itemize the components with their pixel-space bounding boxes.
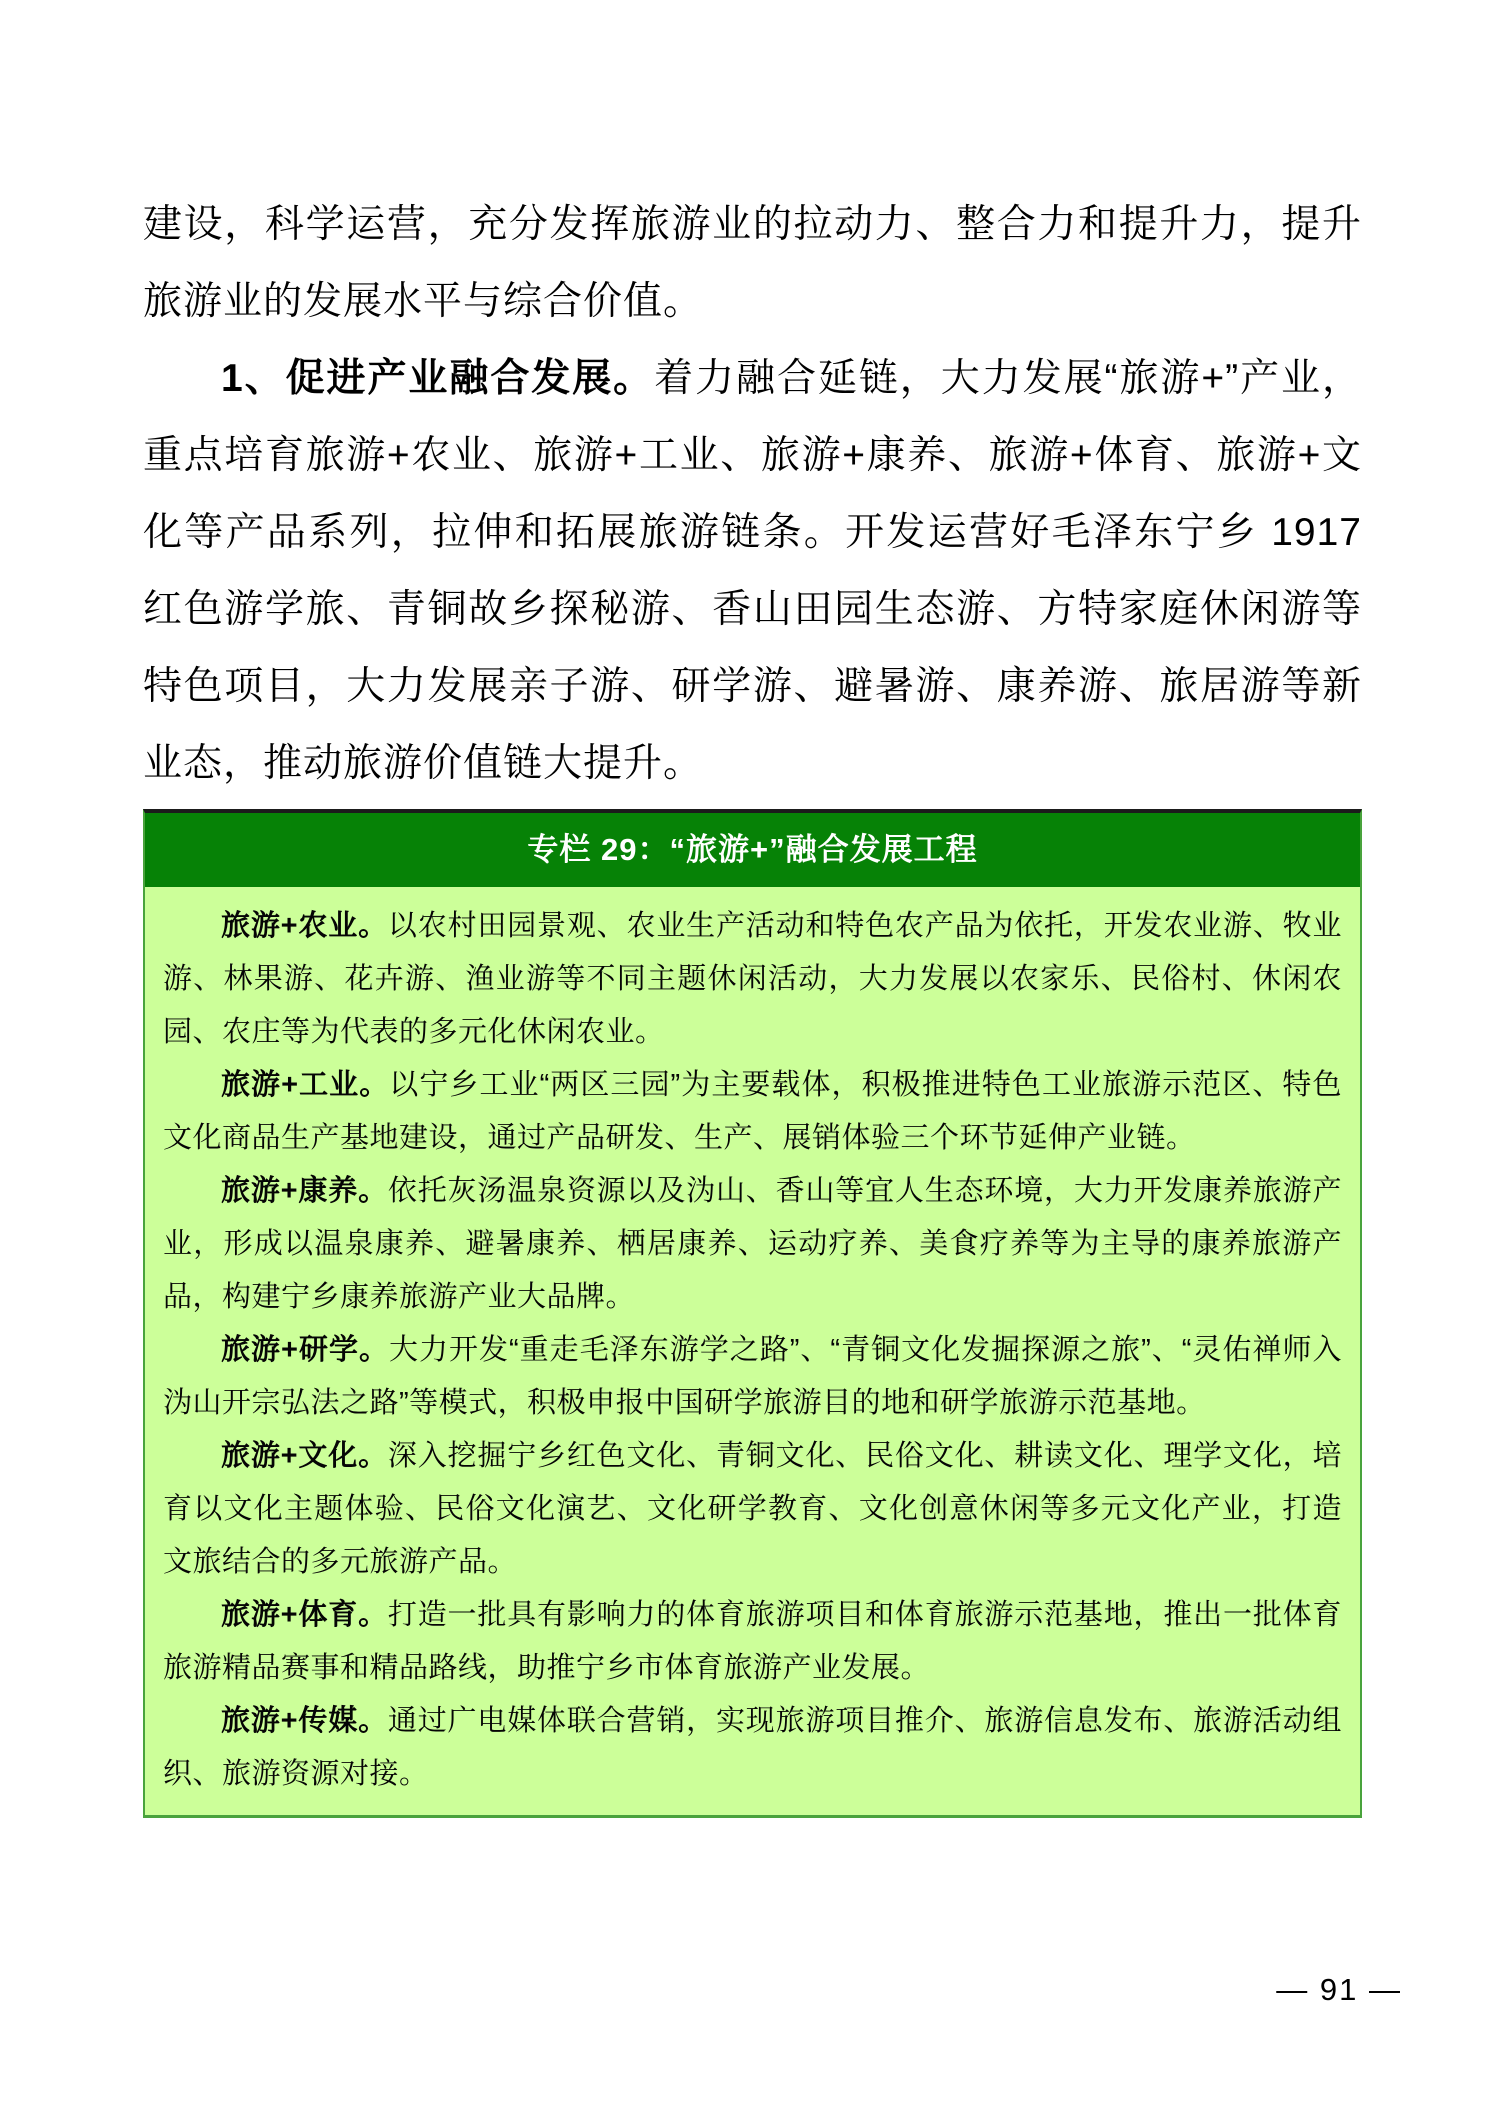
box-section-industry-text: 以宁乡工业“两区三园”为主要载体，积极推进特色工业旅游示范区、特色文化商品生产基地建设，通过产品研发、生产、展销体验三个环节延伸产业链。: [163, 1069, 1342, 1154]
paragraph-industry-fusion-lead: 1、促进产业融合发展。: [221, 357, 655, 400]
paragraph-industry-fusion: [143, 340, 1362, 802]
box-section-media-lead: 旅游+传媒。: [221, 1705, 388, 1737]
box-section-agriculture-lead: 旅游+农业。: [221, 910, 388, 942]
box-section-wellness-lead: 旅游+康养。: [221, 1175, 388, 1207]
box-section-sports-text: 打造一批具有影响力的体育旅游项目和体育旅游示范基地，推出一批体育旅游精品赛事和精品路线，助推宁乡市体育旅游产业发展。: [163, 1599, 1342, 1684]
box-section-sports-lead: 旅游+体育。: [221, 1599, 388, 1631]
box-section-study-lead: 旅游+研学。: [221, 1334, 389, 1366]
box-section-media-text: 通过广电媒体联合营销，实现旅游项目推介、旅游信息发布、旅游活动组织、旅游资源对接。: [163, 1705, 1342, 1790]
box-section-wellness-text: 依托灰汤温泉资源以及沩山、香山等宜人生态环境，大力开发康养旅游产业，形成以温泉康养、避暑康养、栖居康养、运动疗养、美食疗养等为主导的康养旅游产品，构建宁乡康养旅游产业大品牌。: [163, 1175, 1342, 1313]
box-section-study: [163, 1324, 1342, 1430]
box-section-culture: [163, 1430, 1342, 1589]
box-section-culture-lead: 旅游+文化。: [221, 1440, 388, 1472]
column-29-box: [143, 809, 1362, 1818]
column-29-box-body: [145, 887, 1360, 1815]
paragraph-overview: [143, 186, 1362, 340]
box-section-sports: [163, 1589, 1342, 1695]
page-content: [143, 186, 1362, 1818]
box-section-industry-lead: 旅游+工业。: [221, 1069, 390, 1101]
box-section-agriculture: [163, 900, 1342, 1059]
box-section-wellness: [163, 1165, 1342, 1324]
box-section-media: [163, 1695, 1342, 1801]
box-section-study-text: 大力开发“重走毛泽东游学之路”、“青铜文化发掘探源之旅”、“灵佑禅师入沩山开宗弘法之路”等模式，积极申报中国研学旅游目的地和研学旅游示范基地。: [163, 1334, 1342, 1419]
box-section-agriculture-text: 以农村田园景观、农业生产活动和特色农产品为依托，开发农业游、牧业游、林果游、花卉游、渔业游等不同主题休闲活动，大力发展以农家乐、民俗村、休闲农园、农庄等为代表的多元化休闲农业。: [163, 910, 1342, 1048]
paragraph-industry-fusion-text: 着力融合延链，大力发展“旅游+”产业，重点培育旅游+农业、旅游+工业、旅游+康养、旅游+体育、旅游+文化等产品系列，拉伸和拓展旅游链条。开发运营好毛泽东宁乡 1917 红色游学旅、青铜故乡探秘游、香山田园生态游、方特家庭休闲游等特色项目，大力发展亲子游、研学游、避暑游、康养游、旅居游等新业态，推动旅游价值链大提升。: [143, 357, 1362, 785]
page-number: — 91 —: [1276, 1972, 1402, 2007]
paragraph-overview-text: 建设，科学运营，充分发挥旅游业的拉动力、整合力和提升力，提升旅游业的发展水平与综合价值。: [143, 203, 1362, 323]
box-section-culture-text: 深入挖掘宁乡红色文化、青铜文化、民俗文化、耕读文化、理学文化，培育以文化主题体验、民俗文化演艺、文化研学教育、文化创意休闲等多元文化产业，打造文旅结合的多元旅游产品。: [163, 1440, 1342, 1578]
column-29-box-title: 专栏 29：“旅游+”融合发展工程: [145, 813, 1360, 887]
box-section-industry: [163, 1059, 1342, 1165]
